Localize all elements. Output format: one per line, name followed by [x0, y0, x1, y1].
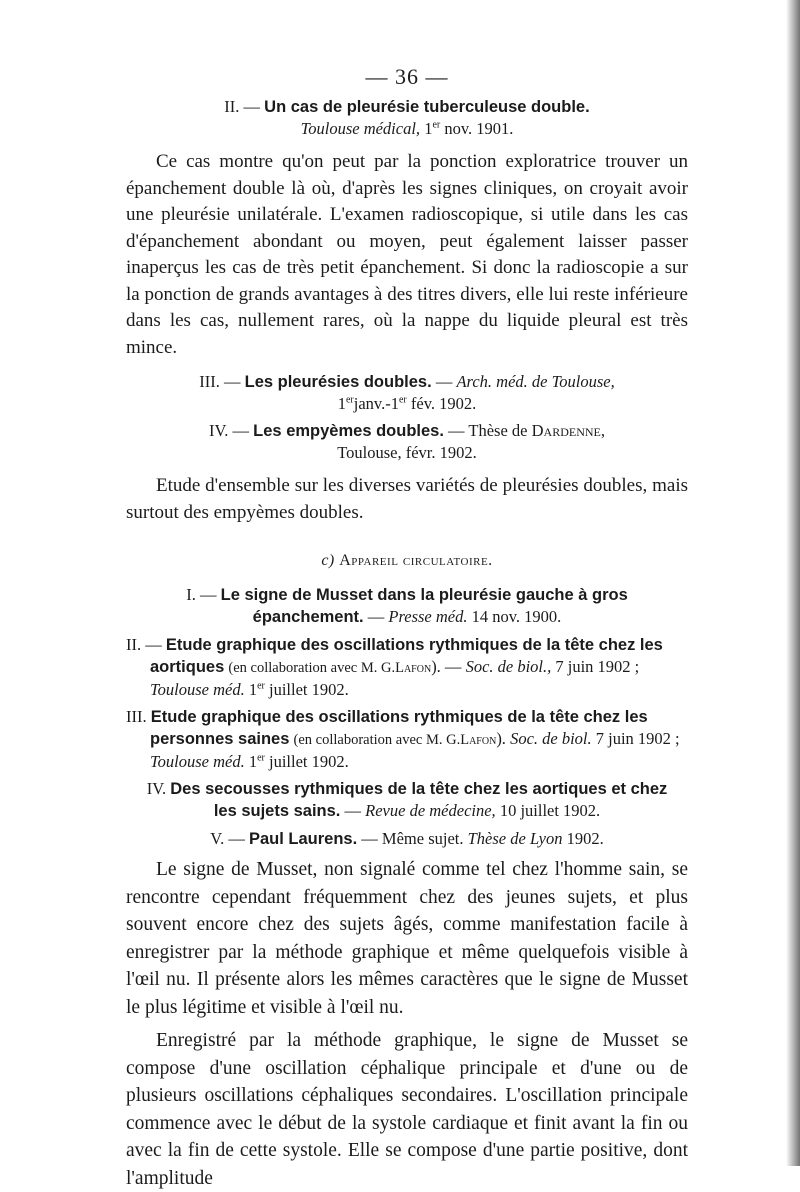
section-title: Appareil circulatoire. — [339, 552, 493, 569]
circ-i-title-b: épanchement. — [252, 608, 364, 626]
circ-iii-collab-name: Lafon — [460, 732, 497, 748]
section-heading — [126, 552, 688, 570]
circ-v-title: Paul Laurens. — [248, 830, 358, 848]
entry-iv-rest: — Thèse de — [448, 421, 528, 440]
circ-ii-date2: juillet 1902. — [269, 680, 349, 699]
circ-ii-collab-end: ). — — [431, 657, 462, 676]
circ-ii-collab-name: Lafon — [395, 660, 432, 676]
circ-iii-title: Etude graphique des oscillations rythmiques de la tête chez les personnes saines — [150, 708, 648, 748]
entry-iv-title: Les empyèmes doubles. — [253, 422, 444, 440]
circ-ii-number: II. — — [126, 635, 162, 654]
entry-iii-dash: — — [435, 372, 453, 391]
circ-ii-date2-sup: er — [257, 680, 265, 692]
circ-ii-date: 7 juin 1902 ; — [555, 657, 640, 676]
circ-entry-iv — [126, 778, 688, 822]
circ-i-number: I. — — [186, 585, 217, 604]
circ-iii-source2: Toulouse méd. — [150, 752, 245, 771]
entry-iii-date-sup1: er — [345, 394, 354, 406]
circ-iv-dash: — — [344, 801, 362, 820]
circ-ii-source: Soc. de biol., — [465, 657, 552, 676]
circ-entry-i — [126, 584, 688, 628]
entry-iii-source: Arch. méd. de Toulouse, — [456, 372, 615, 391]
circ-iv-title-b: les sujets sains. — [213, 802, 341, 820]
circ-i-title-a: Le signe de Musset dans la pleurésie gauche à gros — [220, 586, 628, 604]
circ-entry-iii — [126, 706, 688, 772]
circ-v-number: V. — — [210, 829, 245, 848]
entry-iii-date-sup2: er — [398, 394, 407, 406]
entry-iii-title: Les pleurésies doubles. — [244, 373, 432, 391]
circ-iii-date2-day: 1 — [248, 752, 258, 771]
circ-iv-title-a: Des secousses rythmiques de la tête chez les aortiques et chez — [170, 780, 668, 798]
circ-entry-v — [126, 828, 688, 850]
entry-ii — [126, 96, 688, 139]
entry-iv-place: Toulouse, févr. 1902. — [337, 443, 477, 462]
entry-ii-source: Toulouse médical, — [300, 119, 421, 138]
entry-ii-date-sup: er — [432, 119, 441, 131]
circ-v-rest: — Même sujet. — [361, 829, 464, 848]
page-number: — 36 — — [365, 64, 449, 89]
entry-iv — [126, 420, 688, 463]
entry-iv-author: Dardenne, — [531, 421, 605, 440]
circ-i-dash: — — [367, 607, 385, 626]
entry-iii-date-mid: janv.-1 — [353, 394, 399, 413]
entry-iii-number: III. — — [199, 372, 241, 391]
circ-iv-date: 10 juillet 1902. — [499, 801, 601, 820]
entry-ii-number: II. — — [224, 97, 261, 116]
entry-iv-number: IV. — — [209, 421, 250, 440]
circ-v-source: Thèse de Lyon — [467, 829, 563, 848]
paragraph-3: Le signe de Musset, non signalé comme tel chez l'homme sain, se rencontre cependant fréquemment chez des jeunes sujets, et plus souvent encore chez des sujets âgés, comme manifestation facile à enregistrer par la méthode graphique et même quelquefois visible à l'œil nu. Il présente alors les mêmes caractères que le signe de Musset le plus légitime et visible à l'œil nu. — [126, 859, 688, 1018]
circ-entry-ii — [126, 634, 688, 700]
entry-ii-date-day: 1 — [424, 119, 433, 138]
circ-ii-title: Etude graphique des oscillations rythmiques de la tête chez les aortiques — [150, 636, 663, 676]
entry-iii-date-day: 1 — [337, 394, 346, 413]
page-edge-shadow — [786, 0, 800, 1166]
paragraph-1: Ce cas montre qu'on peut par la ponction exploratrice trouver un épanchement double là où, d'après les signes cliniques, on croyait avoir une pleurésie unilatérale. L'examen radioscopique, si utile dans les cas d'épanchement abondant ou moyen, peut également laisser passer inaperçus les cas de très petit épanchement. Si donc la radioscopie a sur la ponction de grands avantages à des titres divers, elle lui reste inférieure dans les cas, nullement rares, où la nappe du liquide pleural est très mince. — [126, 151, 688, 358]
paragraph-2: Etude d'ensemble sur les diverses variétés de pleurésies doubles, mais surtout des empyèmes doubles. — [126, 475, 688, 523]
circ-i-date: 14 nov. 1900. — [471, 607, 562, 626]
circ-iii-date: 7 juin 1902 ; — [595, 729, 680, 748]
entry-ii-title: Un cas de pleurésie tuberculeuse double. — [264, 98, 590, 116]
circ-i-source: Presse méd. — [388, 607, 468, 626]
circ-iii-date2: juillet 1902. — [269, 752, 349, 771]
entry-ii-date: nov. 1901. — [444, 119, 514, 138]
circ-iv-number: IV. — [146, 779, 167, 798]
section-letter: c) — [321, 552, 335, 569]
entry-iii — [126, 371, 688, 414]
book-page — [126, 64, 688, 1192]
circ-v-date: 1902. — [566, 829, 604, 848]
circ-iii-source: Soc. de biol. — [510, 729, 592, 748]
circ-iv-source: Revue de médecine, — [365, 801, 496, 820]
entry-iii-date: fév. 1902. — [410, 394, 477, 413]
circ-iii-collab: (en collaboration avec M. G. — [293, 732, 461, 748]
circ-iii-date2-sup: er — [257, 752, 265, 764]
circ-ii-collab: (en collaboration avec M. G. — [228, 660, 396, 676]
circ-iii-number: III. — [126, 707, 147, 726]
circ-ii-source2: Toulouse méd. — [150, 680, 245, 699]
circ-iii-collab-end: ). — [496, 729, 506, 748]
paragraph-4: Enregistré par la méthode graphique, le signe de Musset se compose d'une oscillation céphalique principale et d'une ou de plusieurs oscillations céphaliques secondaires. L'oscillation principale commence avec le début de la systole cardiaque et finit avant la fin ou avec la fin de cette systole. Elle se compose d'une partie positive, dont l'amplitude — [126, 1030, 688, 1189]
circ-ii-date2-day: 1 — [248, 680, 258, 699]
